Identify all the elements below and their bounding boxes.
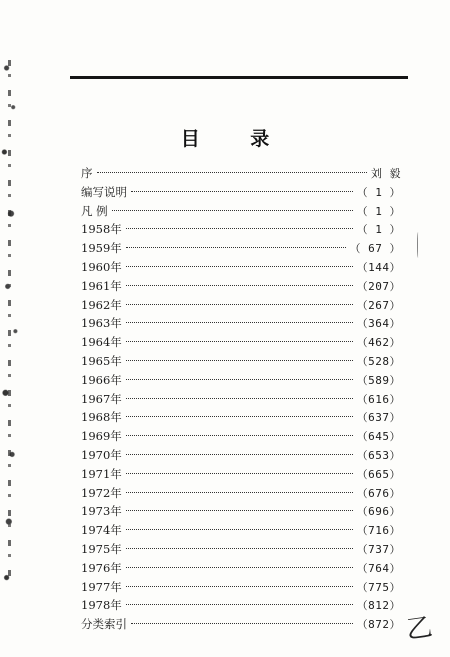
toc-entry-page: 刘 毅 xyxy=(370,167,401,180)
toc-entry-page: （665） xyxy=(356,467,401,481)
toc-entry-label: 1978年 xyxy=(81,598,122,613)
toc-entry-label: 1968年 xyxy=(81,410,122,425)
toc-entry-label: 1972年 xyxy=(81,485,122,500)
toc-entry-page: （616） xyxy=(356,392,401,406)
toc-leader-dots xyxy=(126,435,353,436)
toc-entry-label: 1958年 xyxy=(81,222,122,237)
toc-leader-dots xyxy=(97,172,367,173)
toc-entry-label: 1967年 xyxy=(81,391,122,406)
toc-entry-page: （207） xyxy=(356,279,401,293)
toc-leader-dots xyxy=(126,247,346,248)
toc-entry-label: 序 xyxy=(81,166,93,180)
toc-leader-dots xyxy=(131,623,353,624)
toc-entry-page: （144） xyxy=(356,260,401,274)
toc-leader-dots xyxy=(126,492,353,493)
toc-entry-label: 1963年 xyxy=(81,316,122,331)
toc-leader-dots xyxy=(126,567,353,568)
toc-entry-page: （696） xyxy=(356,505,401,519)
toc-entry-label: 1977年 xyxy=(81,579,122,594)
toc-entry[interactable] xyxy=(81,258,401,277)
toc-entry-label: 1969年 xyxy=(81,429,122,444)
toc-entry[interactable] xyxy=(81,446,401,465)
toc-entry-page: （872） xyxy=(356,618,401,632)
toc-entry[interactable] xyxy=(81,239,401,258)
toc-entry[interactable] xyxy=(81,296,401,315)
toc-entry[interactable] xyxy=(81,559,401,578)
toc-entry-page: （637） xyxy=(356,411,401,425)
toc-entry[interactable] xyxy=(81,314,401,333)
toc-leader-dots xyxy=(126,322,353,323)
toc-entry[interactable] xyxy=(81,408,401,427)
handwritten-mark: 乙 xyxy=(404,612,435,646)
toc-entry[interactable] xyxy=(81,502,401,521)
page-title: 目 录 xyxy=(180,128,292,150)
toc-entry[interactable] xyxy=(81,465,401,484)
header-rule xyxy=(70,76,408,79)
toc-entry[interactable] xyxy=(81,390,401,409)
toc-entry-page: （775） xyxy=(356,580,401,594)
toc-entry-page: （ 1 ） xyxy=(356,204,401,218)
toc-leader-dots xyxy=(126,266,353,267)
toc-entry-label: 1965年 xyxy=(81,353,122,368)
toc-entry-label: 凡 例 xyxy=(81,203,108,218)
toc-leader-dots xyxy=(126,379,353,380)
toc-entry-page: （462） xyxy=(356,336,401,350)
toc-entry-page: （ 67 ） xyxy=(349,242,401,256)
toc-entry-page: （653） xyxy=(356,448,401,462)
toc-entry[interactable] xyxy=(81,164,401,183)
toc-entry[interactable] xyxy=(81,596,401,615)
toc-entry[interactable] xyxy=(81,352,401,371)
toc-leader-dots xyxy=(126,454,353,455)
toc-entry[interactable] xyxy=(81,202,401,221)
toc-entry[interactable] xyxy=(81,220,401,239)
toc-entry-label: 1961年 xyxy=(81,278,122,293)
toc-entry-label: 1970年 xyxy=(81,447,122,462)
toc-leader-dots xyxy=(126,604,353,605)
toc-entry-page: （716） xyxy=(356,524,401,538)
scan-edge-mark xyxy=(417,232,420,258)
toc-entry[interactable] xyxy=(81,484,401,503)
toc-entry[interactable] xyxy=(81,521,401,540)
toc-entry-page: （812） xyxy=(356,599,401,613)
toc-leader-dots xyxy=(126,529,353,530)
toc-leader-dots xyxy=(131,191,353,192)
toc-entry[interactable] xyxy=(81,615,401,634)
toc-leader-dots xyxy=(126,510,353,511)
toc-entry-label: 1960年 xyxy=(81,259,122,274)
toc-leader-dots xyxy=(126,228,353,229)
toc-entry[interactable] xyxy=(81,427,401,446)
toc-entry-page: （676） xyxy=(356,486,401,500)
toc-entry[interactable] xyxy=(81,540,401,559)
toc-entry-page: （589） xyxy=(356,373,401,387)
toc-entry-label: 1973年 xyxy=(81,504,122,519)
toc-leader-dots xyxy=(126,341,353,342)
toc-leader-dots xyxy=(112,210,353,211)
toc-entry-page: （764） xyxy=(356,561,401,575)
toc-leader-dots xyxy=(126,360,353,361)
toc-leader-dots xyxy=(126,398,353,399)
toc-entry-page: （364） xyxy=(356,317,401,331)
toc-entry[interactable] xyxy=(81,333,401,352)
toc-entry-page: （737） xyxy=(356,542,401,556)
toc-entry-label: 1962年 xyxy=(81,297,122,312)
toc-entry-page: （267） xyxy=(356,298,401,312)
table-of-contents xyxy=(81,164,401,634)
toc-entry-label: 1975年 xyxy=(81,541,122,556)
toc-entry-label: 编写说明 xyxy=(81,184,127,199)
toc-leader-dots xyxy=(126,416,353,417)
toc-entry[interactable] xyxy=(81,277,401,296)
toc-entry-label: 1976年 xyxy=(81,560,122,575)
toc-entry-label: 1974年 xyxy=(81,523,122,538)
toc-leader-dots xyxy=(126,285,353,286)
toc-entry-label: 1964年 xyxy=(81,335,122,350)
toc-leader-dots xyxy=(126,304,353,305)
toc-entry-page: （645） xyxy=(356,430,401,444)
toc-entry-label: 1966年 xyxy=(81,372,122,387)
toc-leader-dots xyxy=(126,586,353,587)
toc-entry-label: 1971年 xyxy=(81,466,122,481)
toc-entry[interactable] xyxy=(81,578,401,597)
toc-entry[interactable] xyxy=(81,371,401,390)
toc-leader-dots xyxy=(126,473,353,474)
toc-entry-page: （ 1 ） xyxy=(356,223,401,237)
toc-entry[interactable] xyxy=(81,183,401,202)
toc-entry-page: （528） xyxy=(356,354,401,368)
toc-entry-page: （ 1 ） xyxy=(356,185,401,199)
toc-entry-label: 分类索引 xyxy=(81,617,127,632)
toc-entry-label: 1959年 xyxy=(81,241,122,256)
toc-leader-dots xyxy=(126,548,353,549)
